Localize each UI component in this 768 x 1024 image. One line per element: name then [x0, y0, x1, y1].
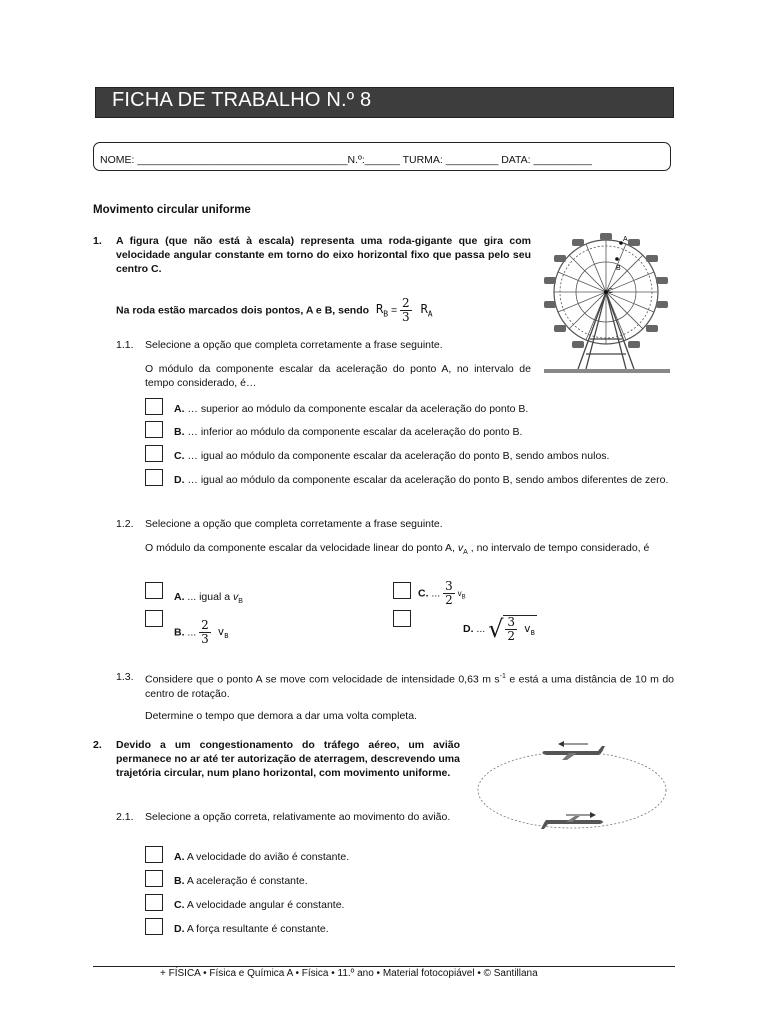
question-1-2-text: O módulo da componente escalar da velocidade linear do ponto A, $v_A$ , no intervalo de tempo considerado, é: [145, 542, 650, 557]
formula-lhs: $R_B$: [375, 302, 389, 319]
sqrt-symbol: √: [488, 615, 504, 643]
question-1-1-text: O módulo da componente escalar da aceleração do ponto A, no intervalo de tempo considerado, é…: [145, 363, 531, 389]
option-1-2-c: C. ... $\frac{3}{2}$ $v_B$: [418, 579, 466, 607]
option-1-2-d: D. ... √ $\frac{3}{2}$ $v_B$: [463, 615, 535, 643]
question-1-2-number: 1.2.: [116, 518, 134, 530]
point-a-label: A: [623, 236, 628, 243]
option-2-1-d: D. A força resultante é constante.: [174, 923, 329, 935]
question-1-1-prompt: Selecione a opção que completa corretamente a frase seguinte.: [145, 339, 443, 351]
formula-eq: =: [390, 304, 398, 317]
question-1-3-text: Considere que o ponto A se move com velocidade de intensidade 0,63 m $s^{-1}$ e está a uma distância de 10 m do centro de rotação.: [145, 673, 675, 700]
airplane-circuit-figure: [474, 734, 674, 838]
formula-rhs: $R_A$: [420, 302, 433, 319]
section-title: Movimento circular uniforme: [93, 204, 251, 216]
option-1-2-b: B. ... $\frac{2}{3}$ $v_B$: [174, 618, 229, 646]
option-1-1-b: B. … inferior ao módulo da componente escalar da aceleração do ponto B.: [174, 426, 523, 438]
airplane-top-icon: [542, 741, 605, 760]
question-2-statement: Devido a um congestionamento do tráfego aéreo, um avião permanece no ar até ter autorização de aterragem, descrevendo uma trajetória circular, num plano horizontal, com movimento uniforme.: [116, 739, 460, 779]
airplane-bottom-icon: [541, 812, 603, 829]
question-1-number: 1.: [93, 235, 102, 247]
point-c-label: C: [608, 288, 614, 295]
question-1-2-prompt: Selecione a opção que completa corretamente a frase seguinte.: [145, 518, 443, 530]
question-2-1-number: 2.1.: [116, 811, 134, 823]
option-checkbox-1-1-d[interactable]: [145, 469, 163, 486]
point-b-label: B: [616, 265, 621, 272]
option-checkbox-2-1-a[interactable]: [145, 846, 163, 863]
question-1-3-instruction: Determine o tempo que demora a dar uma volta completa.: [145, 710, 417, 722]
question-1-3-number: 1.3.: [116, 671, 134, 683]
option-1-1-d: D. … igual ao módulo da componente escalar da aceleração do ponto B, sendo ambos diferentes de zero.: [174, 474, 669, 486]
question-1-points: [116, 297, 433, 324]
ferris-wheel-figure: [540, 229, 674, 378]
option-checkbox-1-2-a[interactable]: [145, 582, 163, 599]
footer-text: + FÍSICA • Física e Química A • Física • 11.º ano • Material fotocopiável • © Santillana: [160, 968, 538, 979]
option-1-2-a: A. ... igual a $v_B$: [174, 591, 243, 606]
option-2-1-a: A. A velocidade do avião é constante.: [174, 851, 350, 863]
footer-divider: [93, 966, 675, 967]
question-1-1-number: 1.1.: [116, 339, 134, 351]
option-checkbox-1-1-a[interactable]: [145, 398, 163, 415]
option-checkbox-2-1-c[interactable]: [145, 894, 163, 911]
option-checkbox-1-2-b[interactable]: [145, 610, 163, 627]
question-2-1-prompt: Selecione a opção correta, relativamente ao movimento do avião.: [145, 811, 451, 823]
option-checkbox-1-2-d[interactable]: [393, 610, 411, 627]
option-checkbox-2-1-b[interactable]: [145, 870, 163, 887]
student-info-line: NOME: ____________________________________N.º:______ TURMA: _________ DATA: __________: [100, 154, 592, 166]
option-2-1-b: B. A aceleração é constante.: [174, 875, 308, 887]
formula-fraction: $\frac{2}{3}$: [402, 296, 410, 324]
option-checkbox-1-1-c[interactable]: [145, 445, 163, 462]
page-title: FICHA DE TRABALHO N.º 8: [112, 89, 372, 111]
option-checkbox-1-1-b[interactable]: [145, 421, 163, 438]
option-1-1-a: A. … superior ao módulo da componente escalar da aceleração do ponto B.: [174, 403, 529, 415]
question-1-statement: A figura (que não está à escala) representa uma roda-gigante que gira com velocidade angular constante em torno do eixo horizontal fixo que passa pelo seu centro C.: [116, 235, 531, 275]
points-text: Na roda estão marcados dois pontos, A e B, sendo: [116, 304, 370, 317]
option-2-1-c: C. A velocidade angular é constante.: [174, 899, 345, 911]
option-1-1-c: C. … igual ao módulo da componente escalar da aceleração do ponto B, sendo ambos nulos.: [174, 450, 610, 462]
option-checkbox-1-2-c[interactable]: [393, 582, 411, 599]
question-2-number: 2.: [93, 739, 102, 751]
option-checkbox-2-1-d[interactable]: [145, 918, 163, 935]
